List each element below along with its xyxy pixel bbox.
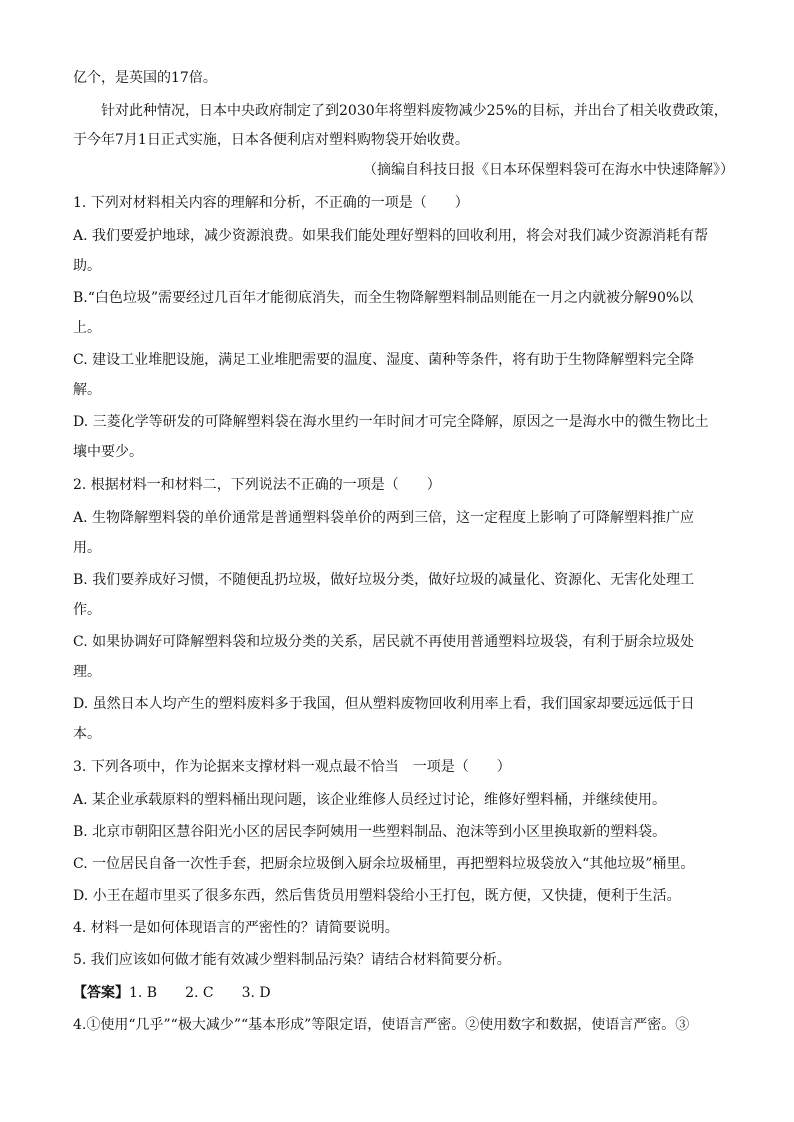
q1-option-b-cont: 上。 — [73, 320, 101, 336]
source-citation: （摘编自科技日报《日本环保塑料袋可在海水中快速降解》） — [363, 162, 734, 178]
q1-option-b: B.“白色垃圾”需要经过几百年才能彻底消失，而全生物降解塑料制品则能在一月之内就被分解90%以 — [73, 290, 694, 306]
answer-line — [73, 983, 271, 1003]
q2-option-b-cont: 作。 — [73, 602, 101, 618]
answer-q4: 4.①使用“几乎”“极大减少”“基本形成”等限定语，使语言严密。②使用数字和数据，使语言严密。③ — [73, 1017, 690, 1033]
q1-stem: 1. 下列对材料相关内容的理解和分析，不正确的一项是（ ） — [73, 195, 469, 211]
answer-text: 1. B 2. C 3. D — [129, 985, 271, 1001]
q3-option-c: C. 一位居民自备一次性手套，把厨余垃圾倒入厨余垃圾桶里，再把塑料垃圾袋放入“其他垃圾”桶里。 — [73, 856, 695, 872]
q2-option-c-cont: 理。 — [73, 664, 101, 680]
intro-line-1: 亿个，是英国的17倍。 — [73, 70, 217, 86]
q3-stem: 3. 下列各项中，作为论据来支撑材料一观点最不恰当 一项是（ ） — [73, 759, 511, 775]
q2-option-b: B. 我们要养成好习惯，不随便乱扔垃圾，做好垃圾分类，做好垃圾的减量化、资源化、无害化处理工 — [73, 572, 695, 588]
q5-stem: 5. 我们应该如何做才能有效减少塑料制品污染？请结合材料简要分析。 — [73, 952, 511, 968]
intro-line-2: 针对此种情况，日本中央政府制定了到2030年将塑料废物减少25%的目标，并出台了相关收费政策， — [101, 103, 728, 119]
q2-option-d: D. 虽然日本人均产生的塑料废料多于我国，但从塑料废物回收利用率上看，我们国家却要远远低于日 — [73, 696, 695, 712]
q2-option-a-cont: 用。 — [73, 540, 101, 556]
intro-line-3: 于今年7月1日正式实施，日本各便利店对塑料购物袋开始收费。 — [73, 132, 469, 148]
q1-option-d-cont: 壤中要少。 — [73, 444, 143, 460]
q3-option-b: B. 北京市朝阳区慧谷阳光小区的居民李阿姨用一些塑料制品、泡沫等到小区里换取新的塑料袋。 — [73, 824, 667, 840]
q2-option-d-cont: 本。 — [73, 726, 101, 742]
q1-option-c: C. 建设工业堆肥设施，满足工业堆肥需要的温度、湿度、菌种等条件，将有助于生物降解塑料完全降 — [73, 352, 695, 368]
q2-option-a: A. 生物降解塑料袋的单价通常是普通塑料袋单价的两到三倍，这一定程度上影响了可降解塑料推广应 — [73, 510, 695, 526]
q1-option-c-cont: 解。 — [73, 382, 101, 398]
q3-option-d: D. 小王在超市里买了很多东西，然后售货员用塑料袋给小王打包，既方便，又快捷，便利于生活。 — [73, 888, 681, 904]
q1-option-d: D. 三菱化学等研发的可降解塑料袋在海水里约一年时间才可完全降解，原因之一是海水中的微生物比土 — [73, 414, 709, 430]
q3-option-a: A. 某企业承载原料的塑料桶出现问题，该企业维修人员经过讨论，维修好塑料桶，并继续使用。 — [73, 792, 667, 808]
q2-option-c: C. 如果协调好可降解塑料袋和垃圾分类的关系，居民就不再使用普通塑料垃圾袋，有利于厨余垃圾处 — [73, 634, 695, 650]
q2-stem: 2. 根据材料一和材料二，下列说法不正确的一项是（ ） — [73, 477, 441, 493]
q1-option-a: A. 我们要爱护地球，减少资源浪费。如果我们能处理好塑料的回收利用，将会对我们减少资源消耗有帮 — [73, 228, 709, 244]
q1-option-a-cont: 助。 — [73, 258, 101, 274]
answer-label: 【答案】 — [73, 985, 129, 1001]
q4-stem: 4. 材料一是如何体现语言的严密性的？请简要说明。 — [73, 920, 399, 936]
